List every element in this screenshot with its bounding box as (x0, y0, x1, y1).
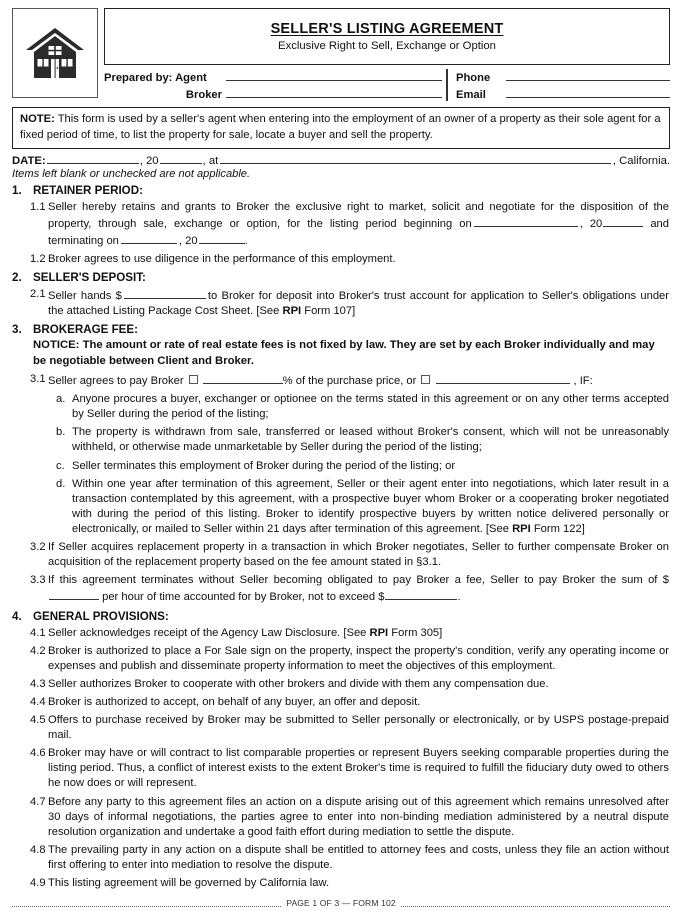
subitem-3-1-c-letter: c. (56, 459, 65, 472)
section-4-title: GENERAL PROVISIONS: (33, 609, 169, 623)
section-general-provisions (12, 610, 670, 892)
clause-3-3-text-a: If this agreement terminates without Seller becoming obligated to pay Broker a fee, Seller to pay Broker the sum of $ (48, 574, 669, 587)
section-sellers-deposit (12, 271, 670, 319)
clause-4-5 (12, 713, 670, 743)
clause-3-1-body (48, 372, 670, 389)
section-1-title: RETAINER PERIOD: (33, 183, 143, 197)
prepared-by-agent-label: Prepared by: Agent (104, 72, 207, 84)
clause-4-1-text-b: Form 305] (391, 626, 443, 639)
clause-4-7-text: Before any party to this agreement files an action on a dispute arising out of this agreement which remains unresolved after 30 days of informal negotiations, the parties agree to enter into non-binding mediation administered by a neutral dispute resolution organization and undertake a good faith effort during mediation to settle the dispute. (48, 795, 669, 838)
email-field-row (456, 86, 670, 101)
prepared-right (446, 69, 670, 101)
clause-3-1-text-c: , IF: (573, 374, 593, 387)
clause-4-1-rpi: RPI (369, 626, 389, 639)
date-at-label: , at (202, 154, 219, 167)
deposit-amount-input[interactable] (124, 287, 206, 299)
section-3-title: BROKERAGE FEE: (33, 323, 138, 337)
clause-4-2 (12, 644, 670, 674)
broker-label: Broker (185, 89, 222, 101)
document-title: SELLER'S LISTING AGREEMENT (270, 21, 504, 37)
clause-3-2 (12, 540, 670, 570)
clause-4-4-text: Broker is authorized to accept, on behalf of any buyer, an offer and deposit. (48, 695, 421, 708)
date-year-input[interactable] (160, 152, 202, 164)
agent-input[interactable] (226, 69, 442, 81)
clause-4-6-text: Broker may have or will contract to list comparable properties or represent Buyers seeking comparable properties during the listing period. Thus, a conflict of interest exists to the extent Broker's time is required to fulfill the fiduciary duty owed to others he now does or will represent. (48, 747, 669, 790)
clause-1-1-number: 1.1 (30, 200, 46, 213)
clause-4-5-number: 4.5 (30, 714, 46, 727)
note-box (12, 107, 670, 149)
clause-3-2-text: If Seller acquires replacement property in a transaction in which Broker negotiates, Seller to further compensate Broker on acquisition of the replacement property based on the fee amount stated in §3.1. (48, 541, 669, 569)
clause-2-1-text-b: to Broker for deposit into Broker's trust account for application to Seller's obligations under the attached Listing Package Cost Sheet. [See (48, 290, 669, 318)
fee-percent-checkbox[interactable] (189, 375, 198, 384)
clause-4-7 (12, 795, 670, 840)
section-1-number: 1. (12, 183, 22, 197)
listing-end-date-input[interactable] (121, 232, 177, 244)
subitem-3-1-b-text: The property is withdrawn from sale, transferred or leased without Broker's consent, which will not be unreasonably withheld, or otherwise made unmarketable by Seller during the period of the listing; (72, 426, 669, 454)
clause-4-2-text: Broker is authorized to place a For Sale sign on the property, inspect the property's condition, verify any operating income or expenses and publish and disseminate property information to meet the objectives of this employment. (48, 644, 669, 672)
clause-1-2 (12, 252, 670, 267)
clause-1-1-text-a: Seller hereby retains and grants to Broker the exclusive right to market, solicit and negotiate for the disposition of the property, through sale, exchange or option, for the listing period beginning on (48, 200, 669, 230)
email-label: Email (456, 89, 486, 101)
agent-field-row (104, 69, 442, 84)
clause-3-1-text-b: % of the purchase price, or (282, 374, 417, 387)
clause-2-1-body (48, 287, 670, 319)
clause-4-8-number: 4.8 (30, 843, 46, 856)
clause-4-1-text-a: Seller acknowledges receipt of the Agency Law Disclosure. [See (48, 626, 367, 639)
fee-alternate-checkbox[interactable] (421, 375, 430, 384)
subitem-3-1-d-letter: d. (56, 477, 66, 490)
hourly-rate-input[interactable] (49, 588, 99, 600)
title-box (104, 8, 670, 65)
clause-4-7-number: 4.7 (30, 795, 46, 808)
clause-3-1-text-a: Seller agrees to pay Broker (48, 374, 184, 387)
clause-1-1-text-b: and terminating on (48, 217, 669, 248)
clause-1-1-body (48, 200, 670, 249)
section-1-heading (12, 184, 670, 197)
section-2-number: 2. (12, 271, 22, 285)
clause-4-2-number: 4.2 (30, 644, 46, 657)
date-line (12, 152, 670, 167)
prepared-left (104, 69, 442, 101)
clause-3-3-number: 3.3 (30, 574, 46, 587)
date-label: DATE: (12, 154, 46, 167)
clause-4-6-number: 4.6 (30, 747, 46, 760)
subitem-3-1-c (12, 459, 670, 474)
clause-4-4 (12, 695, 670, 710)
clause-4-8 (12, 843, 670, 873)
date-year-prefix: , (139, 154, 146, 167)
clause-1-1-text-c: . (244, 235, 248, 248)
section-3-number: 3. (12, 323, 22, 337)
section-4-heading (12, 610, 670, 623)
clause-3-2-number: 3.2 (30, 541, 46, 554)
broker-input[interactable] (226, 86, 442, 98)
section-2-title: SELLER'S DEPOSIT: (33, 271, 146, 285)
max-fee-input[interactable] (385, 588, 457, 600)
clause-4-5-text: Offers to purchase received by Broker may be submitted to Seller personally or electronically, or by USPS postage-prepaid mail. (48, 714, 669, 742)
section-brokerage-fee (12, 323, 670, 605)
year-prefix-text: 20 (145, 154, 159, 167)
note-text: This form is used by a seller's agent when entering into the employment of an owner of a property as their sole agent for a fixed period of time, to list the property for sale, locate a buyer and sell the property. (20, 113, 661, 141)
header-right (104, 8, 670, 101)
house-icon (24, 24, 86, 82)
clause-3-1 (12, 372, 670, 389)
clause-3-3-body (48, 573, 670, 605)
listing-begin-year-input[interactable] (603, 215, 643, 227)
date-state-label: , California. (612, 154, 670, 167)
prepared-by-block (104, 69, 670, 101)
subitem-3-1-b-letter: b. (56, 426, 66, 439)
subitem-3-1-d-text-a: Within one year after termination of this agreement, Seller or their agent enter into negotiations, which later result in a transaction contemplated by this agreement, with a prospective buyer whom Broker or a cooperating broker negotiated with during the period of this listing. Broker to identify prospective buyers by written notice delivered personally or electronically, or mailed to Seller within 21 days after termination of this agreement. [See (72, 477, 669, 535)
section-retainer-period (12, 184, 670, 267)
subitem-3-1-a (12, 392, 670, 422)
section-2-heading (12, 271, 670, 284)
clause-4-9-number: 4.9 (30, 877, 46, 890)
fee-alternate-input[interactable] (436, 372, 570, 384)
clause-1-2-number: 1.2 (30, 253, 46, 266)
subitem-3-1-c-text: Seller terminates this employment of Broker during the period of the listing; or (72, 459, 456, 472)
clause-4-9-text: This listing agreement will be governed by California law. (48, 877, 330, 890)
phone-label: Phone (456, 72, 491, 84)
document-subtitle: Exclusive Right to Sell, Exchange or Option (278, 40, 496, 52)
broker-field-row (104, 86, 442, 101)
clause-2-1-number: 2.1 (30, 288, 46, 301)
clause-4-3-number: 4.3 (30, 677, 46, 690)
section-4-number: 4. (12, 609, 22, 623)
listing-end-year-input[interactable] (199, 232, 245, 244)
clause-1-1 (12, 200, 670, 249)
clause-4-6 (12, 746, 670, 791)
clause-4-3 (12, 677, 670, 692)
clause-1-1-year-prefix-2: , 20 (178, 235, 198, 248)
listing-begin-date-input[interactable] (474, 215, 578, 227)
document-header (12, 8, 670, 101)
subitem-3-1-a-letter: a. (56, 393, 66, 406)
subitem-3-1-b (12, 425, 670, 455)
clause-1-2-text: Broker agrees to use diligence in the performance of this employment. (48, 253, 396, 266)
clause-4-8-text: The prevailing party in any action on a dispute shall be entitled to attorney fees and costs, unless they file an action without first offering to enter into mediation to resolve the dispute. (48, 843, 669, 872)
section-3-heading (12, 323, 670, 336)
note-label: NOTE: (20, 113, 55, 125)
phone-input[interactable] (506, 69, 670, 81)
clause-1-1-year-prefix-1: , 20 (579, 217, 603, 230)
clause-4-1-number: 4.1 (30, 626, 46, 639)
clause-2-1-text-a: Seller hands $ (48, 290, 122, 303)
footer-dots-right (401, 900, 670, 907)
footer-dots-left (12, 900, 281, 907)
subitem-3-1-d-body (72, 477, 670, 537)
clause-2-1-text-c: Form 107] (304, 305, 356, 318)
clause-2-1-rpi: RPI (282, 305, 302, 318)
clause-3-3-text-c: . (457, 591, 461, 604)
logo-box (12, 8, 98, 98)
clause-4-1-body (48, 626, 670, 641)
subitem-3-1-d-rpi: RPI (512, 522, 531, 535)
date-place-input[interactable] (220, 152, 611, 164)
date-input[interactable] (47, 152, 139, 164)
phone-field-row (456, 69, 670, 84)
subitem-3-1-d (12, 477, 670, 537)
clause-4-9 (12, 876, 670, 891)
items-blank-note: Items left blank or unchecked are not applicable. (12, 167, 251, 180)
clause-3-1-number: 3.1 (30, 372, 46, 385)
subitem-3-1-a-text: Anyone procures a buyer, exchanger or optionee on the terms stated in this agreement or on any other terms accepted by Seller during the period of the listing; (72, 393, 669, 421)
clause-4-1 (12, 626, 670, 641)
clause-3-3 (12, 573, 670, 605)
email-input[interactable] (506, 86, 670, 98)
clause-3-3-text-b: per hour of time accounted for by Broker, not to exceed $ (102, 591, 385, 604)
brokerage-fee-notice: NOTICE: The amount or rate of real estate fees is not fixed by law. They are set by each Broker individually and may be negotiable between Client and Broker. (33, 339, 655, 367)
clause-2-1 (12, 287, 670, 319)
page-footer (12, 898, 670, 908)
footer-text: PAGE 1 OF 3 — FORM 102 (286, 898, 396, 908)
clause-4-3-text: Seller authorizes Broker to cooperate with other brokers and divide with them any compensation due. (48, 677, 549, 690)
fee-percent-input[interactable] (203, 372, 283, 384)
subitem-3-1-d-text-b: Form 122] (533, 522, 585, 535)
clause-4-4-number: 4.4 (30, 695, 46, 708)
